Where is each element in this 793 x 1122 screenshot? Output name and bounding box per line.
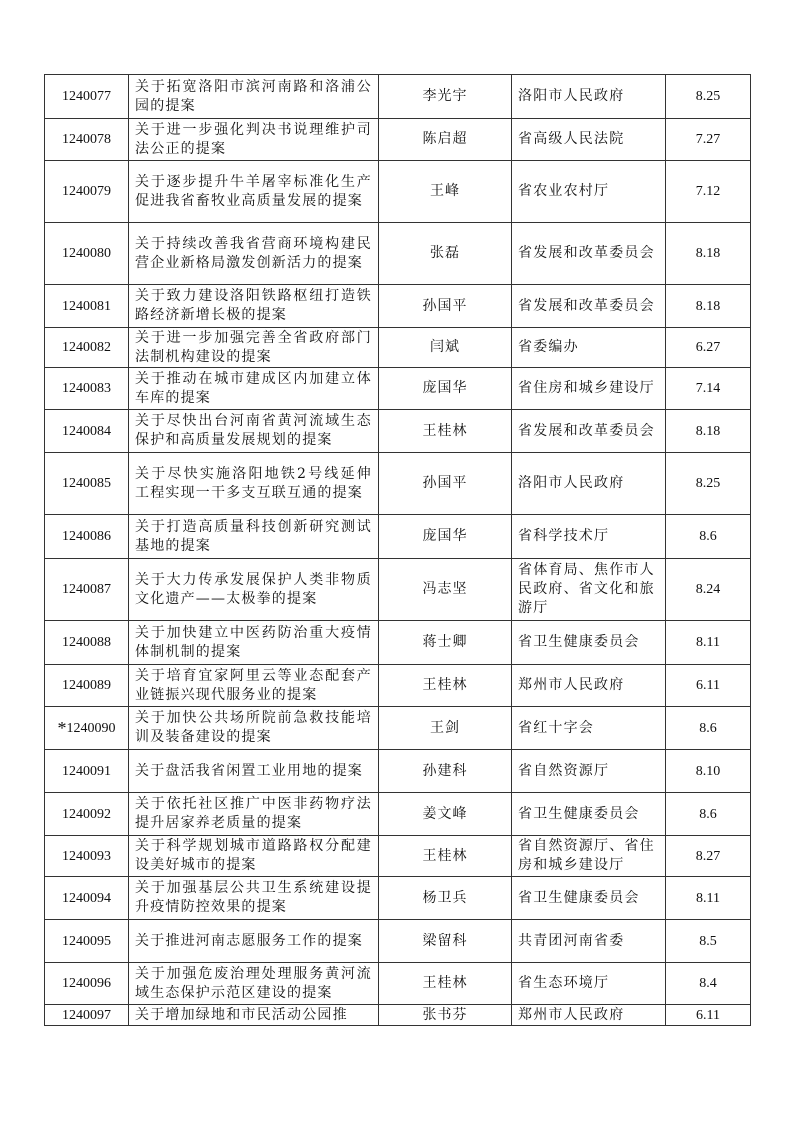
proposal-number-text: 1240096 [62,976,111,991]
proposer-name: 张磊 [379,223,512,285]
proposal-number-text: 1240089 [62,678,111,693]
proposal-number-text: 1240078 [62,132,111,147]
proposal-number [45,836,129,877]
proposal-title: 关于增加绿地和市民活动公园推 [129,1005,379,1026]
deadline-date: 7.12 [666,161,751,223]
deadline-date: 8.18 [666,285,751,328]
proposer-name: 蒋士卿 [379,621,512,665]
handling-department: 省卫生健康委员会 [512,877,666,920]
table-row [45,453,751,515]
proposal-number [45,920,129,963]
proposal-title: 关于逐步提升牛羊屠宰标准化生产促进我省畜牧业高质量发展的提案 [129,161,379,223]
deadline-date: 8.27 [666,836,751,877]
proposal-number [45,161,129,223]
proposer-name: 李光宇 [379,75,512,119]
table-row [45,621,751,665]
proposal-title: 关于依托社区推广中医非药物疗法提升居家养老质量的提案 [129,793,379,836]
proposal-number-text: 1240079 [62,184,111,199]
deadline-date: 8.18 [666,410,751,453]
table-row [45,1005,751,1026]
proposal-number [45,750,129,793]
handling-department: 省高级人民法院 [512,119,666,161]
proposer-name: 庞国华 [379,515,512,559]
deadline-date: 6.27 [666,328,751,368]
proposal-number [45,793,129,836]
proposal-number [45,119,129,161]
handling-department: 共青团河南省委 [512,920,666,963]
proposal-table [44,74,751,1026]
deadline-date: 6.11 [666,1005,751,1026]
proposal-number-text: 1240088 [62,635,111,650]
proposal-title: 关于尽快出台河南省黄河流域生态保护和高质量发展规划的提案 [129,410,379,453]
proposer-name: 杨卫兵 [379,877,512,920]
proposal-title: 关于拓宽洛阳市滨河南路和洛浦公园的提案 [129,75,379,119]
deadline-date: 8.5 [666,920,751,963]
star-marker: * [57,717,67,738]
handling-department: 省卫生健康委员会 [512,621,666,665]
handling-department: 省住房和城乡建设厅 [512,368,666,410]
proposal-number [45,1005,129,1026]
proposal-number-text: 1240092 [62,806,111,822]
proposal-title: 关于致力建设洛阳铁路枢纽打造铁路经济新增长极的提案 [129,285,379,328]
proposal-title: 关于持续改善我省营商环境构建民营企业新格局激发创新活力的提案 [129,223,379,285]
proposer-name: 陈启超 [379,119,512,161]
proposer-name: 姜文峰 [379,793,512,836]
proposal-number-text: 1240084 [62,423,111,439]
proposal-number-text: 1240094 [62,890,111,906]
proposal-number-text: 1240086 [62,529,111,544]
handling-department: 省卫生健康委员会 [512,793,666,836]
proposer-name: 王桂林 [379,963,512,1005]
table-row [45,963,751,1005]
proposal-number [45,559,129,621]
proposal-number [45,285,129,328]
proposal-title: 关于加强危废治理处理服务黄河流域生态保护示范区建设的提案 [129,963,379,1005]
proposal-number [45,410,129,453]
proposal-table-body [45,75,751,1026]
table-row [45,410,751,453]
table-row [45,750,751,793]
deadline-date: 8.11 [666,621,751,665]
proposal-title: 关于推进河南志愿服务工作的提案 [129,920,379,963]
handling-department: 省农业农村厅 [512,161,666,223]
proposer-name: 孙国平 [379,285,512,328]
proposal-number-text: 1240082 [62,340,111,355]
deadline-date: 8.25 [666,453,751,515]
handling-department: 省生态环境厅 [512,963,666,1005]
proposal-title: 关于盘活我省闲置工业用地的提案 [129,750,379,793]
proposal-number-text: 1240077 [62,89,111,104]
proposal-title: 关于进一步强化判决书说理维护司法公正的提案 [129,119,379,161]
proposal-number [45,328,129,368]
proposer-name: 王剑 [379,707,512,750]
proposal-number [45,223,129,285]
proposal-number [45,515,129,559]
table-row [45,161,751,223]
handling-department: 省发展和改革委员会 [512,410,666,453]
proposal-number-text: 1240090 [66,720,116,736]
proposal-number [45,453,129,515]
proposal-number-text: 1240081 [62,298,111,314]
handling-department: 洛阳市人民政府 [512,453,666,515]
table-row [45,119,751,161]
proposer-name: 孙国平 [379,453,512,515]
proposal-title: 关于大力传承发展保护人类非物质文化遗产——太极拳的提案 [129,559,379,621]
proposal-title: 关于科学规划城市道路路权分配建设美好城市的提案 [129,836,379,877]
handling-department: 省科学技术厅 [512,515,666,559]
deadline-date: 7.14 [666,368,751,410]
deadline-date: 8.6 [666,707,751,750]
proposal-title: 关于加快建立中医药防治重大疫情体制机制的提案 [129,621,379,665]
handling-department: 省红十字会 [512,707,666,750]
deadline-date: 8.6 [666,793,751,836]
handling-department: 省体育局、焦作市人民政府、省文化和旅游厅 [512,559,666,621]
proposer-name: 王桂林 [379,410,512,453]
table-row [45,285,751,328]
table-row [45,515,751,559]
handling-department: 郑州市人民政府 [512,1005,666,1026]
proposal-number [45,665,129,707]
proposal-number-text: 1240095 [62,933,111,949]
table-row [45,559,751,621]
proposal-number-text: 1240093 [62,848,111,864]
table-row [45,920,751,963]
deadline-date: 8.11 [666,877,751,920]
table-row [45,223,751,285]
proposal-title: 关于加强基层公共卫生系统建设提升疫情防控效果的提案 [129,877,379,920]
handling-department: 省发展和改革委员会 [512,223,666,285]
proposal-title: 关于打造高质量科技创新研究测试基地的提案 [129,515,379,559]
deadline-date: 6.11 [666,665,751,707]
table-row [45,877,751,920]
proposer-name: 王桂林 [379,665,512,707]
proposal-title: 关于尽快实施洛阳地铁2号线延伸工程实现一干多支互联互通的提案 [129,453,379,515]
table-row [45,707,751,750]
handling-department: 郑州市人民政府 [512,665,666,707]
proposer-name: 闫斌 [379,328,512,368]
table-row [45,665,751,707]
proposer-name: 庞国华 [379,368,512,410]
proposer-name: 王桂林 [379,836,512,877]
handling-department: 省发展和改革委员会 [512,285,666,328]
proposal-number [45,368,129,410]
proposal-title: 关于加快公共场所院前急救技能培训及装备建设的提案 [129,707,379,750]
deadline-date: 8.24 [666,559,751,621]
table-row [45,793,751,836]
proposal-number-text: 1240083 [62,381,111,396]
handling-department: 省自然资源厅 [512,750,666,793]
proposer-name: 梁留科 [379,920,512,963]
deadline-date: 8.18 [666,223,751,285]
proposal-number [45,877,129,920]
deadline-date: 8.10 [666,750,751,793]
proposal-title: 关于进一步加强完善全省政府部门法制机构建设的提案 [129,328,379,368]
proposal-number-text: 1240087 [62,582,111,597]
handling-department: 省自然资源厅、省住房和城乡建设厅 [512,836,666,877]
proposer-name: 王峰 [379,161,512,223]
proposal-number-text: 1240085 [62,476,111,491]
deadline-date: 8.25 [666,75,751,119]
proposal-number [45,707,129,750]
table-row [45,328,751,368]
deadline-date: 8.4 [666,963,751,1005]
proposer-name: 张书芬 [379,1005,512,1026]
table-row [45,75,751,119]
handling-department: 省委编办 [512,328,666,368]
handling-department: 洛阳市人民政府 [512,75,666,119]
proposal-number [45,75,129,119]
proposal-number-text: 1240091 [62,763,111,779]
proposal-number-text: 1240080 [62,246,111,261]
deadline-date: 7.27 [666,119,751,161]
proposal-number [45,963,129,1005]
table-row [45,368,751,410]
proposal-number-text: 1240097 [62,1007,111,1023]
proposal-title: 关于培育宜家阿里云等业态配套产业链振兴现代服务业的提案 [129,665,379,707]
table-row [45,836,751,877]
proposer-name: 孙建科 [379,750,512,793]
proposal-number [45,621,129,665]
proposer-name: 冯志坚 [379,559,512,621]
proposal-title: 关于推动在城市建成区内加建立体车库的提案 [129,368,379,410]
deadline-date: 8.6 [666,515,751,559]
